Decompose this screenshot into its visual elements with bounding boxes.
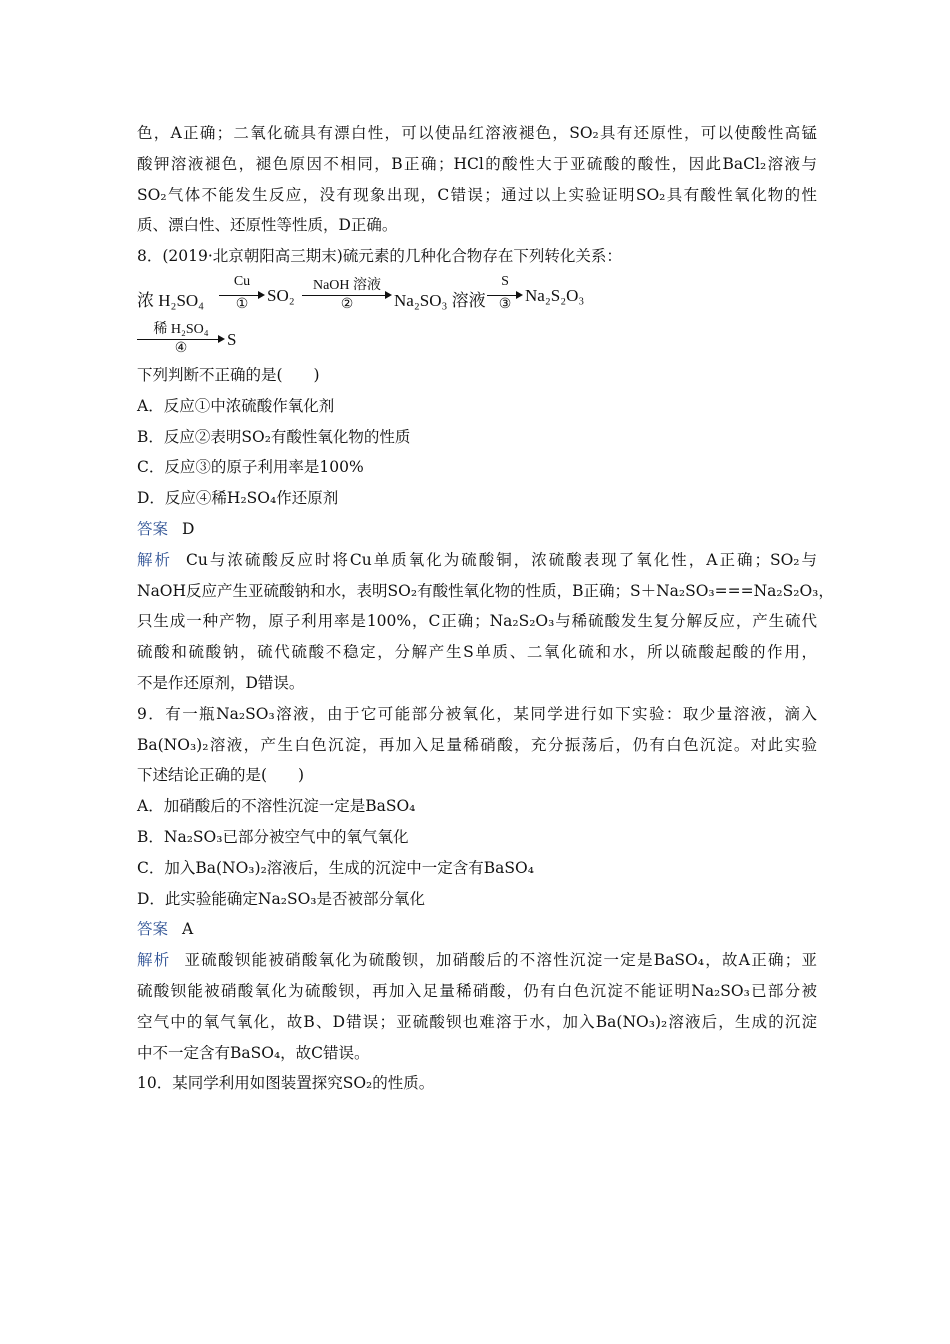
text-line: 酸钾溶液褪色，褪色原因不相同，B正确；HCl的酸性大于亚硫酸的酸性，因此BaCl₂溶液与 (137, 154, 817, 173)
analysis-line (137, 945, 817, 976)
option-b: B．反应②表明SO₂有酸性氧化物的性质 (137, 427, 411, 446)
answer-value: D (182, 519, 195, 538)
answer-label: 答案 (137, 519, 169, 538)
analysis-line (137, 545, 817, 576)
text-line: 质、漂白性、还原性等性质，D正确。 (137, 216, 398, 235)
arrow-2-reagent: NaOH 溶液 (312, 277, 382, 293)
species-start: 浓 H₂SO₄ (137, 290, 205, 310)
reaction-scheme-row-1 (137, 272, 817, 316)
answer-value: A (182, 920, 194, 939)
answer-row (137, 514, 817, 545)
question-9-stem: 9．有一瓶Na₂SO₃溶液，由于它可能部分被氧化，某同学进行如下实验：取少量溶液，滴入 (137, 704, 817, 723)
arrow-3-reagent: S (501, 273, 509, 289)
species-p1: SO₂ (267, 285, 295, 305)
option-a: A．反应①中浓硫酸作氧化剂 (137, 396, 335, 415)
species-p4: S (227, 329, 237, 349)
answer-row (137, 914, 817, 945)
arrow-1-number: ① (235, 296, 249, 312)
arrow-1-reagent: Cu (233, 273, 251, 289)
option-b: B．Na₂SO₃已部分被空气中的氧气氧化 (137, 827, 409, 846)
analysis-line: NaOH反应产生亚硫酸钠和水，表明SO₂有酸性氧化物的性质，B正确；S＋Na₂SO₃===Na₂S₂O₃， (137, 581, 834, 600)
analysis-label: 解析 (137, 550, 173, 569)
answer-label: 答案 (137, 920, 169, 939)
reaction-scheme-row-2 (137, 316, 817, 360)
question-10-stem: 10．某同学利用如图装置探究SO₂的性质。 (137, 1074, 435, 1093)
analysis-line: 空气中的氧气氧化，故B、D错误；亚硫酸钡也难溶于水，加入Ba(NO₃)₂溶液后，生成的沉淀 (137, 1012, 817, 1031)
option-a: A．加硝酸后的不溶性沉淀一定是BaSO₄ (137, 797, 416, 816)
text-line: SO₂气体不能发生反应，没有现象出现，C错误；通过以上实验证明SO₂具有酸性氧化物的性 (137, 185, 817, 204)
analysis-text: Cu与浓硫酸反应时将Cu单质氧化为硫酸铜，浓硫酸表现了氧化性，A正确；SO₂与 (186, 550, 817, 569)
arrow-4-reagent: 稀 H₂SO₄ (153, 321, 209, 337)
analysis-line: 硫酸和硫酸钠，硫代硫酸不稳定，分解产生S单质、二氧化硫和水，所以硫酸起酸的作用， (137, 643, 817, 662)
arrow-3-number: ③ (498, 296, 512, 312)
text-line: 色，A正确；二氧化硫具有漂白性，可以使品红溶液褪色，SO₂具有还原性，可以使酸性高锰 (137, 124, 817, 142)
analysis-text: 亚硫酸钡能被硝酸氧化为硫酸钡，加硝酸后的不溶性沉淀一定是BaSO₄，故A正确；亚 (184, 951, 817, 970)
arrow-4-number: ④ (174, 340, 188, 356)
analysis-label: 解析 (137, 951, 171, 970)
question-9-stem: Ba(NO₃)₂溶液，产生白色沉淀，再加入足量稀硝酸，充分振荡后，仍有白色沉淀。对此实验 (137, 735, 817, 754)
analysis-line: 不是作还原剂，D错误。 (137, 673, 305, 692)
question-9-stem: 下述结论正确的是( ) (137, 766, 305, 785)
document-body (137, 118, 834, 1099)
question-8-stem: 8．(2019·北京朝阳高三期末)硫元素的几种化合物存在下列转化关系： (137, 247, 622, 266)
option-c: C．加入Ba(NO₃)₂溶液后，生成的沉淀中一定含有BaSO₄ (137, 858, 534, 877)
species-p2: Na₂SO₃ 溶液 (394, 290, 486, 310)
analysis-line: 只生成一种产物，原子利用率是100%，C正确；Na₂S₂O₃与稀硫酸发生复分解反应，产生硫代 (137, 612, 817, 631)
arrow-2-number: ② (340, 296, 354, 312)
question-8-prompt: 下列判断不正确的是( ) (137, 365, 320, 384)
analysis-line: 硫酸钡能被硝酸氧化为硫酸钡，再加入足量稀硝酸，仍有白色沉淀不能证明Na₂SO₃已部分被 (137, 981, 817, 1000)
option-d: D．此实验能确定Na₂SO₃是否被部分氧化 (137, 889, 425, 908)
analysis-line: 中不一定含有BaSO₄，故C错误。 (137, 1043, 370, 1062)
option-d: D．反应④稀H₂SO₄作还原剂 (137, 489, 339, 508)
option-c: C．反应③的原子利用率是100% (137, 458, 364, 477)
species-p3: Na₂S₂O₃ (525, 285, 585, 305)
